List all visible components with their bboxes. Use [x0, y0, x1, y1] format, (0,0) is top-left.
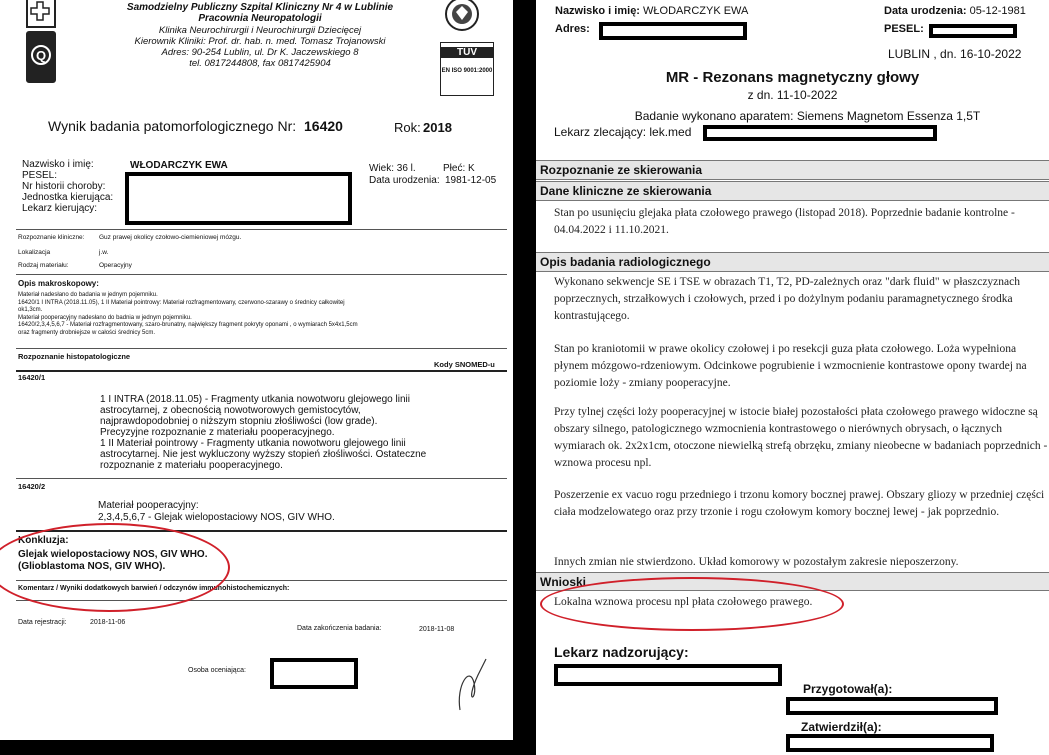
section-clinical-data: Dane kliniczne ze skierowania: [536, 181, 1049, 201]
approved-label: Zatwierdził(a):: [801, 720, 882, 734]
eagle-emblem-icon: [442, 0, 482, 34]
mri-exam-date: z dn. 11-10-2022: [747, 88, 838, 102]
patient-labels: [22, 159, 113, 214]
redacted-patient-details: [125, 172, 352, 225]
mri-pesel-label: PESEL:: [884, 23, 924, 35]
city-date: LUBLIN , dn. 16-10-2022: [888, 47, 1022, 61]
snomed-label: Kody SNOMED-u: [434, 360, 495, 369]
clinical-diagnosis-label: Rozpoznanie kliniczne:: [18, 234, 85, 241]
macro-line: oraz fragmenty drobniejsze w całości średnicy 5cm.: [18, 329, 156, 336]
patient-name: WŁODARCZYK EWA: [130, 160, 228, 171]
clinic-phone: tel. 0817244808, fax 0817425904: [189, 58, 331, 69]
mri-title: MR - Rezonans magnetyczny głowy: [665, 69, 920, 86]
sample-1-line: rozpoznanie z materiału pooperacyjnego.: [100, 460, 283, 471]
label-name: Nazwisko i imię:: [22, 159, 94, 170]
macro-line: ok1,3cm.: [18, 307, 43, 313]
description-paragraph-3: Przy tylnej części loży pooperacyjnej w istocie białej pozostałości płata czołowego prawego widoczne są obszary silnego, patologicznego wzmocnienia kontrastowego o nierównych obrysach, o łącznych wymiarach ok. 2x2x1cm, otoczone niewielką strefą obrzęku, zmiany nieobecne w badaniach poprzednich - wznowa procesu npl.: [554, 406, 1048, 469]
patient-sex: Płeć: K: [443, 163, 475, 174]
patient-age: Wiek: 36 l.: [369, 163, 416, 174]
sample-1-line: Precyzyjne rozpoznanie z materiału pooperacyjnego.: [100, 427, 335, 438]
redacted-prepared-by: [786, 697, 998, 715]
conclusion-title: Konkluzja:: [18, 535, 69, 546]
referring-doctor-label: Lekarz zlecający: lek.med: [554, 125, 692, 139]
mri-report-page: [536, 0, 1049, 755]
section-conclusions: Wnioski: [536, 572, 1049, 591]
clinic-head: Kierownik Kliniki: Prof. dr. hab. n. med. Tomasz Trojanowski: [134, 36, 386, 47]
end-date: 2018-11-08: [419, 626, 455, 633]
end-date-label: Data zakończenia badania:: [297, 625, 382, 632]
material-label: Rodzaj materiału:: [18, 262, 69, 269]
material-value: Operacyjny: [99, 262, 132, 269]
year-label: Rok:: [394, 120, 421, 135]
sample-2-id: 16420/2: [18, 482, 46, 491]
clinical-data-text: Stan po usunięciu glejaka płata czołowego prawego (listopad 2018). Poprzednie badanie kontrolne - 04.04.2022 i 11.10.2021.: [554, 207, 1015, 236]
sample-1-line: astrocytarnej, z obecnością nowotworowych gemistocytów,: [100, 405, 361, 416]
signature-scribble: [452, 655, 492, 715]
tuv-label: TÜV: [441, 47, 493, 58]
sample-1-line: najprawdopodobniej o niższym stopniu złośliwości (low grade).: [100, 416, 378, 427]
description-paragraph-5: Innych zmian nie stwierdzono. Układ komorowy w pozostałym zakresie nieposzerzony.: [554, 556, 959, 568]
evaluator-label: Osoba oceniająca:: [188, 667, 246, 674]
sample-1-line: 1 II Materiał pointrowy - Fragmenty utkania nowotworu glejowego linii: [100, 438, 406, 449]
svg-text:Q: Q: [35, 48, 47, 63]
quality-q-logo: [26, 31, 56, 83]
histo-title: Rozpoznanie histopatologiczne: [18, 352, 131, 361]
macro-description: [18, 292, 358, 337]
report-title: Wynik badania patomorfologicznego Nr:: [48, 118, 297, 134]
comments-title: Komentarz / Wyniki dodatkowych barwień / odczynów immunohistochemicznych:: [18, 585, 290, 592]
macro-title: Opis makroskopowy:: [18, 279, 99, 288]
supervisor-label: Lekarz nadzorujący:: [554, 644, 689, 660]
redacted-address: [599, 22, 747, 40]
red-annotation-ellipse-conclusion: [0, 523, 230, 612]
tuv-cert: EN ISO 9001:2000: [441, 68, 493, 74]
description-paragraph-4: Poszerzenie ex vacuo rogu przedniego i trzonu komory bocznej prawej. Obszary gliozy w przedniej części ciała modzelowatego oraz przy trzonie i rogu czołowym komory bocznej lewej - jak poprzednio.: [554, 489, 1045, 518]
pathology-report-page: [0, 0, 513, 740]
sample-2-line: Materiał pooperacyjny:: [98, 500, 199, 511]
redacted-evaluator: [270, 658, 358, 689]
clinic-address: Adres: 90-254 Lublin, ul. Dr K. Jaczewskiego 8: [161, 47, 359, 58]
sample-1-id: 16420/1: [18, 373, 46, 382]
medical-cross-icon: [28, 0, 54, 24]
redacted-supervisor: [554, 664, 782, 686]
mri-name-label-text: Nazwisko i imię:: [555, 5, 640, 17]
mri-name-label: [555, 5, 748, 17]
red-annotation-ellipse-wnioski: [540, 577, 844, 631]
clinic-name: Klinika Neurochirurgii i Neurochirurgii Dziecięcej: [158, 25, 362, 36]
location-value: j.w.: [99, 249, 109, 256]
conclusion-text: Lokalna wznowa procesu npl płata czołowego prawego.: [554, 596, 813, 608]
section-description: Opis badania radiologicznego: [536, 252, 1049, 272]
redacted-approved-by: [786, 734, 994, 752]
mri-dob: [884, 5, 1026, 17]
conclusion-line: (Glioblastoma NOS, GIV WHO).: [18, 561, 166, 572]
description-paragraph-1: Wykonano sekwencje SE i TSE w obrazach T1, T2, PD-zależnych oraz "dark fluid" w płaszczyznach poprzecznych, strzałkowych i czołowych, przed i po dożylnym podaniu paramagnetycznego środka kontrastującego.: [554, 276, 1020, 322]
location-label: Lokalizacja: [18, 249, 51, 256]
sample-1-description: [100, 394, 426, 471]
sample-1-line: 1 I INTRA (2018.11.05) - Fragmenty utkania nowotworu glejowego linii: [100, 394, 410, 405]
prepared-label: Przygotował(a):: [803, 682, 893, 696]
mri-dob-label: Data urodzenia:: [884, 5, 967, 17]
sample-1-line: astrocytarnej. Nie jest wykluczony wyższy stopień złośliwości. Ostateczne: [100, 449, 427, 460]
year-value: 2018: [423, 120, 452, 135]
section-referral-diagnosis: Rozpoznanie ze skierowania: [536, 160, 1049, 180]
label-doctor: Lekarz kierujący:: [22, 203, 98, 214]
hospital-cross-logo: [26, 0, 56, 28]
macro-line: Materiał nadesłano do badania w jednym pojemniku.: [18, 292, 158, 298]
macro-line: Materiał pooperacyjny nadesłano do badnia w jednym pojemniku.: [18, 314, 192, 321]
patient-dob: 1981-12-05: [445, 175, 497, 186]
sample-2-description: [98, 500, 335, 524]
macro-line: 16420/1 I INTRA (2018.11.05), 1 II Materiał pointrowy: Materiał rozfragmentowany, czerwono-szarawy o średnicy całkowitej: [18, 299, 345, 306]
registration-date: 2018-11-06: [90, 619, 126, 626]
redacted-pesel: [929, 24, 1017, 38]
description-paragraph-2: Stan po kraniotomii w prawe okolicy czołowej i po resekcji guza płata czołowego. Loża wypełniona płynem mózgowo-rdzeniowym. Odcinkowe pogrubienie i wzmocnienie kontrastowe opony twardej na poziomie loży - zmiany pooperacyjne.: [554, 343, 1027, 389]
redacted-referring-doctor: [703, 125, 937, 141]
conclusion-line: Glejak wielopostaciowy NOS, GIV WHO.: [18, 549, 208, 560]
mri-patient-name: WŁODARCZYK EWA: [643, 5, 749, 17]
mri-dob-value: 05-12-1981: [969, 5, 1026, 17]
macro-line: 16420/2,3,4,5,6,7 - Materiał rozfragmentowany, szaro-brunatny, największy fragment pokryty oponami , o wymiarach 5x4x1,5cm: [18, 322, 358, 328]
tuv-badge: [440, 42, 494, 96]
hospital-name: Samodzielny Publiczny Szpital Kliniczny Nr 4 w Lublinie: [126, 2, 394, 13]
patient-dob-label: Data urodzenia:: [369, 175, 440, 186]
mri-address-label: Adres:: [555, 23, 590, 35]
label-history: Nr historii choroby:: [22, 181, 106, 192]
registration-label: Data rejestracji:: [18, 619, 67, 626]
clinical-diagnosis: Guz prawej okolicy czołowo-ciemieniowej mózgu.: [99, 234, 242, 241]
report-number: 16420: [304, 118, 343, 134]
label-pesel: PESEL:: [22, 170, 58, 181]
label-unit: Jednostka kierująca:: [22, 192, 114, 203]
sample-2-line: 2,3,4,5,6,7 - Glejak wielopostaciowy NOS, GIV WHO.: [98, 512, 335, 523]
q-circle-icon: [28, 33, 54, 81]
department-name: Pracownia Neuropatologii: [198, 13, 322, 24]
mri-device: Badanie wykonano aparatem: Siemens Magnetom Essenza 1,5T: [634, 109, 981, 123]
